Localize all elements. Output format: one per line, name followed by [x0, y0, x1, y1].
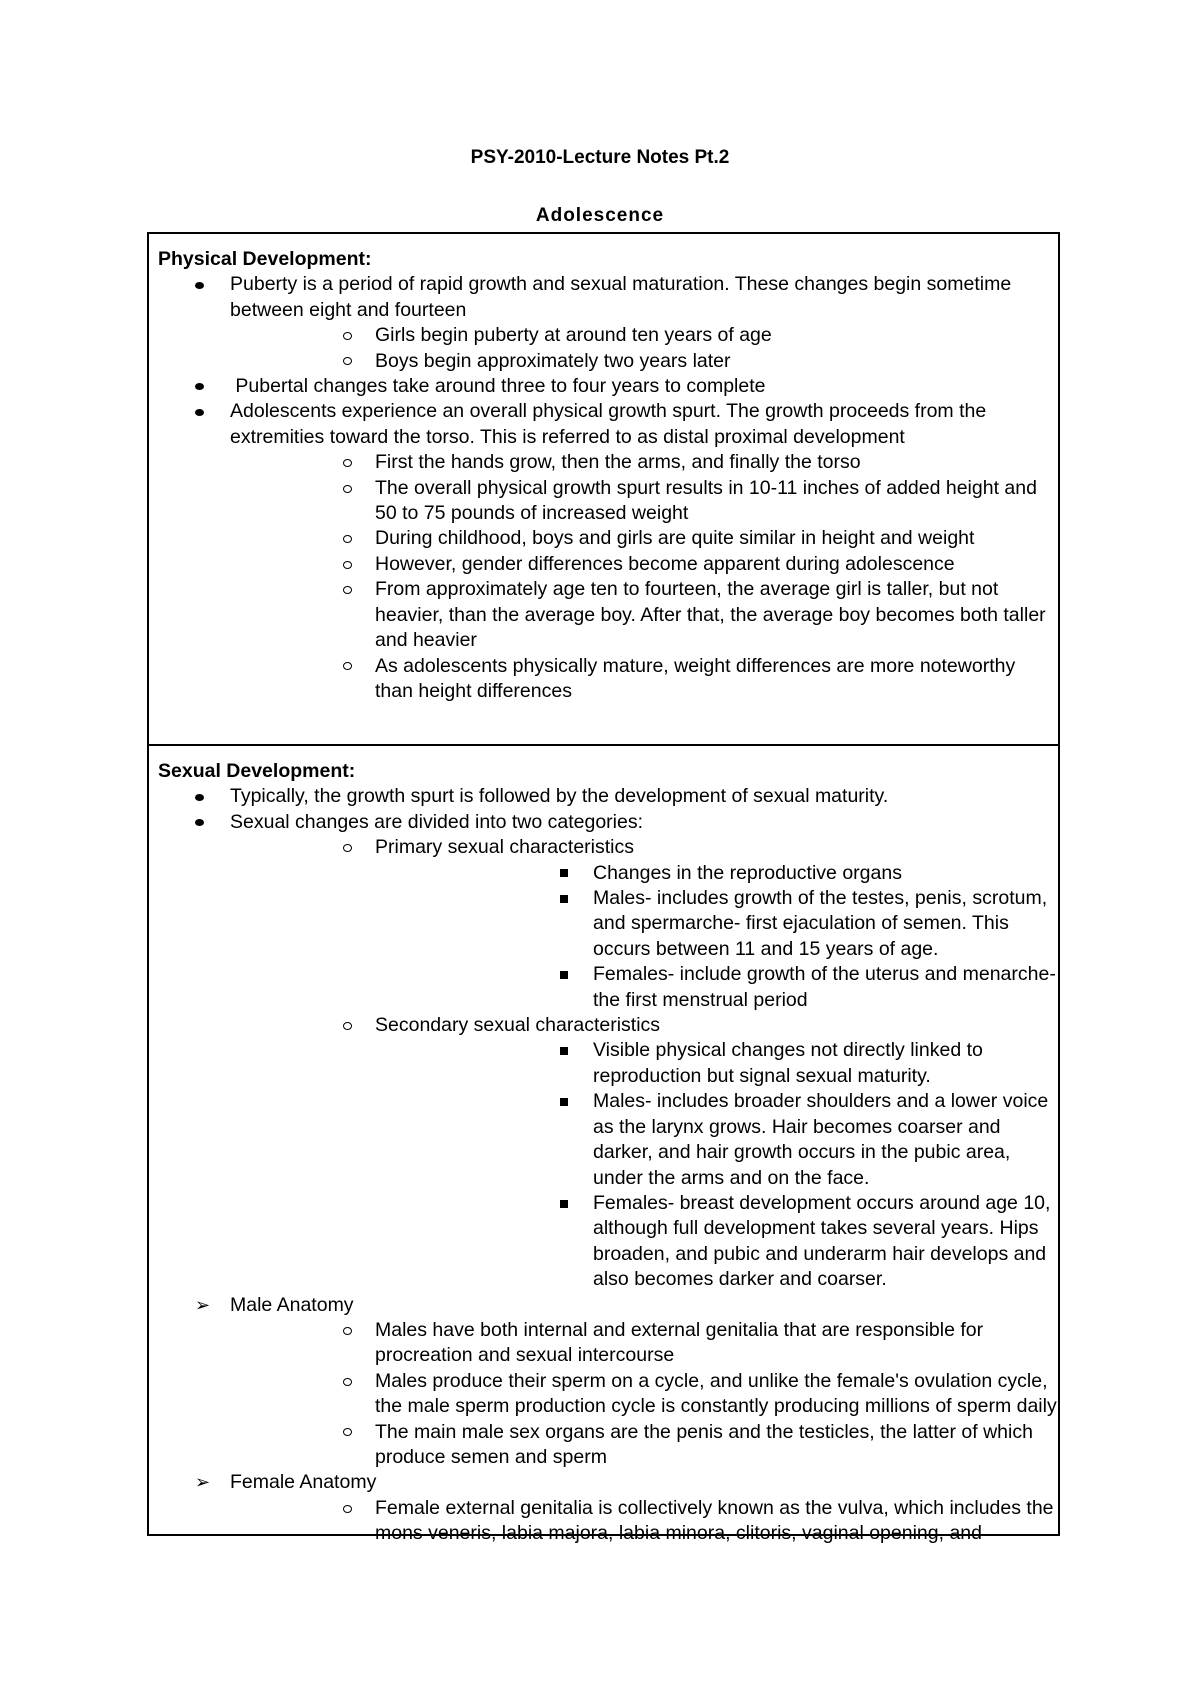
list-item-text: Secondary sexual characteristics — [375, 1014, 661, 1037]
list-item-text: As adolescents physically mature, weight differences are more noteworthy than height differences — [375, 654, 1016, 702]
list-item-text: Male Anatomy — [230, 1293, 354, 1316]
circle-bullet-icon — [343, 1420, 352, 1445]
document-title: PSY-2010-Lecture Notes Pt.2 — [470, 147, 730, 168]
list-item-text: The overall physical growth spurt results in 10-11 inches of added height and 50 to 75 pounds of increased weight — [375, 476, 1037, 525]
bullet-icon — [195, 374, 204, 399]
list-item — [230, 552, 1058, 577]
list-item-text: Females- breast development occurs around age 10, although full development takes several years. Hips broaden, and pubic and underarm hair develops and also becomes darker and coarser. — [593, 1191, 1051, 1291]
circle-bullet-icon — [343, 1496, 352, 1521]
list-item-text: Girls begin puberty at around ten years of age — [375, 324, 772, 347]
list-item-text: Primary sexual characteristics — [375, 836, 634, 859]
list-item — [230, 1420, 1058, 1471]
list-item — [158, 810, 1058, 1293]
square-bullet-icon — [560, 861, 568, 886]
list-item-text: From approximately age ten to fourteen, the average girl is taller, but not heavier, than the average boy. After that, the average boy becomes both taller and heavier — [375, 578, 1046, 652]
list-item-text: Adolescents experience an overall physical growth spurt. The growth proceeds from the extremities toward the torso. This is referred to as distal proximal development — [230, 400, 987, 448]
list-item — [158, 272, 1058, 374]
circle-bullet-icon — [343, 654, 352, 679]
list-item — [230, 1318, 1058, 1369]
list-item — [230, 526, 1058, 551]
list-item-text: Changes in the reproductive organs — [593, 861, 902, 884]
circle-bullet-icon — [343, 577, 352, 602]
circle-bullet-icon — [343, 450, 352, 475]
list-item — [230, 654, 1058, 705]
list-item — [158, 399, 1058, 704]
sexual-development-box — [147, 744, 1060, 1545]
square-bullet-icon — [560, 886, 568, 911]
list-item-text: Boys begin approximately two years later — [375, 349, 731, 372]
list-item-text: Males have both internal and external genitalia that are responsible for procreation and sexual intercourse — [375, 1318, 984, 1367]
circle-bullet-icon — [343, 1013, 352, 1038]
square-bullet-icon — [560, 1191, 568, 1216]
list-item — [230, 835, 1058, 1013]
circle-bullet-icon — [343, 1369, 352, 1394]
list-item-text: During childhood, boys and girls are quite similar in height and weight — [375, 527, 975, 550]
list-item-text: Female external genitalia is collectively known as the vulva, which includes the mons veneris, labia majora, labia minora, clitoris, vaginal opening, and — [375, 1496, 1054, 1545]
list-item-text: Visible physical changes not directly linked to reproduction but signal sexual maturity. — [593, 1039, 983, 1087]
physical-development-box — [147, 232, 1060, 746]
circle-bullet-icon — [343, 552, 352, 577]
list-item-text: However, gender differences become apparent during adolescence — [375, 552, 955, 575]
bullet-icon — [195, 784, 204, 809]
list-item — [230, 476, 1058, 527]
list-item-text: First the hands grow, then the arms, and finally the torso — [375, 451, 861, 474]
square-bullet-icon — [560, 1038, 568, 1063]
list-item — [375, 1038, 1058, 1089]
physical-list — [158, 272, 1058, 704]
bullet-icon — [195, 399, 204, 424]
circle-bullet-icon — [343, 1318, 352, 1343]
list-item — [230, 349, 1058, 374]
circle-bullet-icon — [343, 835, 352, 860]
list-item — [230, 323, 1058, 348]
arrow-bullet-icon: ➢ — [195, 1294, 211, 1315]
list-item — [158, 374, 1058, 399]
square-bullet-icon — [560, 1089, 568, 1114]
list-item — [158, 1470, 1058, 1546]
square-bullet-icon — [560, 962, 568, 987]
list-item — [230, 577, 1058, 653]
list-item — [230, 1496, 1058, 1547]
circle-bullet-icon — [343, 349, 352, 374]
list-item-text: Males- includes broader shoulders and a lower voice as the larynx grows. Hair becomes coarser and darker, and hair growth occurs in the pubic area, under the arms and on the face. — [593, 1090, 1049, 1189]
list-item — [230, 1369, 1058, 1420]
circle-bullet-icon — [343, 323, 352, 348]
list-item — [375, 1191, 1058, 1293]
section-title: Adolescence — [535, 205, 665, 226]
circle-bullet-icon — [343, 526, 352, 551]
list-item-text: Puberty is a period of rapid growth and sexual maturation. These changes begin sometime between eight and fourteen — [230, 273, 1012, 321]
list-item — [375, 1089, 1058, 1191]
list-item-text: The main male sex organs are the penis and the testicles, the latter of which produce semen and sperm — [375, 1420, 1033, 1468]
list-item-text: Males produce their sperm on a cycle, and unlike the female's ovulation cycle, the male sperm production cycle is constantly producing millions of sperm daily — [375, 1369, 1057, 1418]
circle-bullet-icon — [343, 476, 352, 501]
bullet-icon — [195, 272, 204, 297]
list-item — [375, 962, 1058, 1013]
physical-development-heading: Physical Development: — [158, 248, 372, 270]
sexual-list — [158, 784, 1058, 1546]
list-item — [230, 450, 1058, 475]
list-item-text: Typically, the growth spurt is followed by the development of sexual maturity. — [230, 785, 889, 808]
list-item-text: Pubertal changes take around three to four years to complete — [230, 375, 766, 398]
list-item — [158, 784, 1058, 809]
sexual-development-heading: Sexual Development: — [158, 760, 356, 782]
bullet-icon — [195, 810, 204, 835]
arrow-bullet-icon: ➢ — [195, 1472, 211, 1493]
list-item — [230, 1013, 1058, 1292]
list-item — [375, 886, 1058, 962]
list-item-text: Females- include growth of the uterus and menarche- the first menstrual period — [593, 963, 1056, 1011]
list-item-text: Males- includes growth of the testes, penis, scrotum, and spermarche- first ejaculation of semen. This occurs between 11 and 15 years of age. — [593, 887, 1048, 960]
list-item-text: Female Anatomy — [230, 1471, 377, 1494]
list-item — [375, 861, 1058, 886]
list-item-text: Sexual changes are divided into two categories: — [230, 810, 644, 833]
list-item — [158, 1293, 1058, 1471]
